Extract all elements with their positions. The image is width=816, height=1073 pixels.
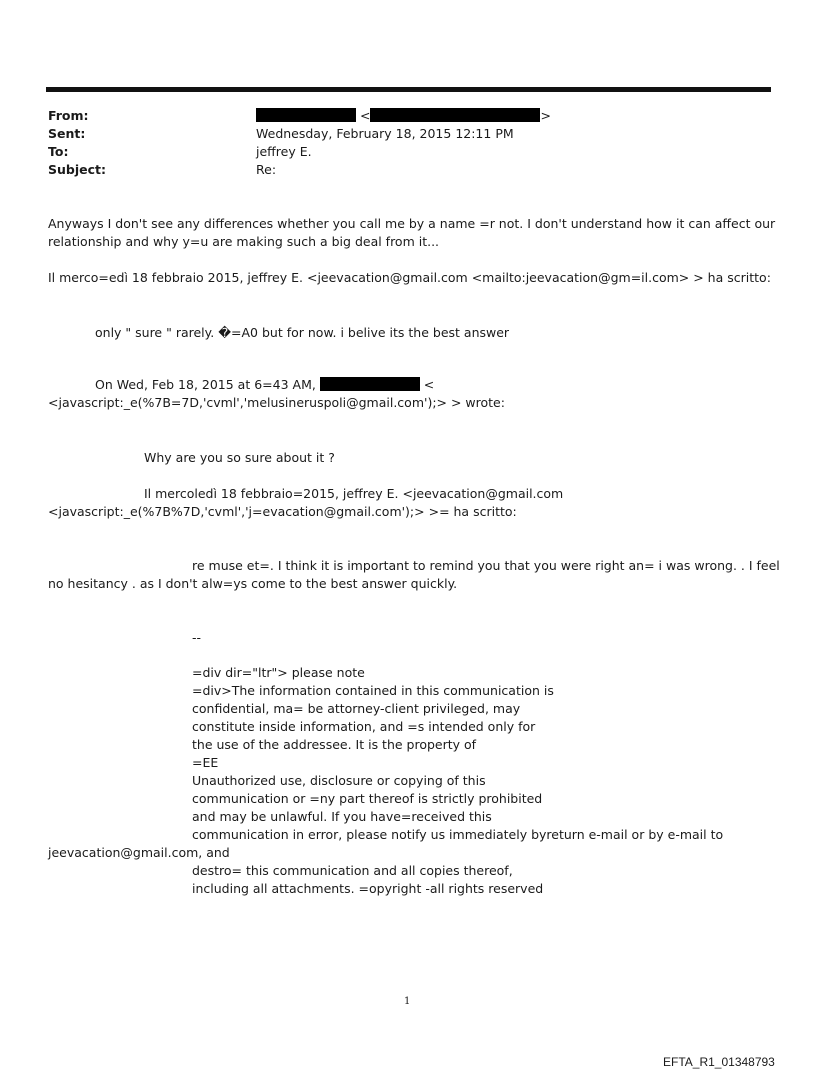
- page-number: 1: [404, 996, 411, 1007]
- redaction-block: [370, 108, 540, 122]
- body-paragraph-2: Il merco=edì 18 febbraio 2015, jeffrey E. <jeevacation@gmail.com <mailto:jeevacation@gm=il.com> > ha scritto:: [48, 270, 771, 285]
- sent-label: Sent:: [48, 126, 86, 141]
- quote-attribution-line-1: [95, 376, 434, 394]
- quote-attribution-open: <: [423, 377, 435, 392]
- document-id: EFTA_R1_01348793: [663, 1055, 775, 1069]
- signature-separator: --: [192, 630, 202, 645]
- quote-level-3-line-1: re muse et=. I think it is important to remind you that you were right an= i was wrong. . I feel: [192, 558, 780, 573]
- quote-attribution-line-2: <javascript:_e(%7B=7D,'cvml','melusineruspoli@gmail.com');> > wrote:: [48, 395, 505, 410]
- signature-line: destro= this communication and all copies thereof,: [192, 863, 513, 878]
- signature-line: and may be unlawful. If you have=received this: [192, 809, 492, 824]
- signature-line: constitute inside information, and =s intended only for: [192, 719, 536, 734]
- signature-line: =div dir="ltr"> please note: [192, 665, 365, 680]
- redaction-block: [320, 377, 420, 391]
- from-email-close: >: [540, 108, 551, 123]
- to-value: jeffrey E.: [256, 144, 312, 159]
- signature-line: communication or =ny part thereof is strictly prohibited: [192, 791, 543, 806]
- signature-line: =div>The information contained in this communication is: [192, 683, 554, 698]
- from-value: [256, 107, 551, 125]
- redaction-block: [256, 108, 356, 122]
- subject-value: Re:: [256, 162, 277, 177]
- subject-label: Subject:: [48, 162, 106, 177]
- signature-line: including all attachments. =opyright -all rights reserved: [192, 881, 544, 896]
- signature-wrap-line: jeevacation@gmail.com, and: [48, 845, 230, 860]
- signature-line: communication in error, please notify us immediately byreturn e-mail or by e-mail to: [192, 827, 724, 842]
- from-email-open: <: [359, 108, 371, 123]
- quote-level-3-line-2: no hesitancy . as I don't alw=ys come to the best answer quickly.: [48, 576, 458, 591]
- signature-line: the use of the addressee. It is the property of: [192, 737, 477, 752]
- signature-line: Unauthorized use, disclosure or copying of this: [192, 773, 486, 788]
- quote-level-2-attribution-line-1: Il mercoledì 18 febbraio=2015, jeffrey E. <jeevacation@gmail.com: [144, 486, 564, 501]
- sent-value: Wednesday, February 18, 2015 12:11 PM: [256, 126, 514, 141]
- signature-line: confidential, ma= be attorney-client privileged, may: [192, 701, 521, 716]
- quote-level-2-attribution-line-2: <javascript:_e(%7B%7D,'cvml','j=evacation@gmail.com');> >= ha scritto:: [48, 504, 517, 519]
- body-paragraph-1-line-2: relationship and why y=u are making such a big deal from it...: [48, 234, 440, 249]
- quote-attribution-date: On Wed, Feb 18, 2015 at 6=43 AM,: [95, 377, 316, 392]
- body-paragraph-1-line-1: Anyways I don't see any differences whether you call me by a name =r not. I don't understand how it can affect our: [48, 216, 776, 231]
- header-rule: [46, 87, 771, 92]
- signature-line: =EE: [192, 755, 219, 770]
- quote-level-1: only " sure " rarely. �=A0 but for now. i belive its the best answer: [95, 325, 510, 340]
- from-label: From:: [48, 108, 89, 123]
- to-label: To:: [48, 144, 69, 159]
- quote-level-2: Why are you so sure about it ?: [144, 450, 335, 465]
